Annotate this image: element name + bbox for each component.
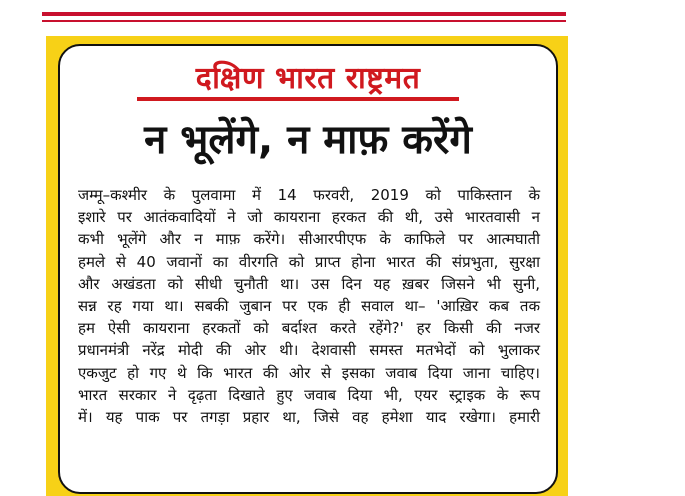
top-red-rule [42, 12, 566, 16]
body-line: कभी भूलेंगे और न माफ़ करेंगे। सीआरपीएफ के काफिले पर आत्मघाती [78, 230, 540, 249]
body-line: प्रधानमंत्री नरेंद्र मोदी की ओर थी। देशवासी समस्त मतभेदों को भुलाकर [78, 341, 540, 360]
body-line: जम्मू–कश्मीर के पुलवामा में 14 फरवरी, 2019 को पाकिस्तान के [78, 186, 540, 204]
headline: न भूलेंगे, न माफ़ करेंगे [144, 117, 472, 163]
article-card [58, 44, 558, 494]
body-line: हम ऐसी कायराना हरकतों को बर्दाश्त करते रहेंगे?' हर किसी की नजर [78, 319, 540, 338]
masthead-title: दक्षिण भारत राष्ट्रमत [195, 61, 421, 96]
body-line: और अखंडता को सीधी चुनौती था। उस दिन यह ख़बर जिसने भी सुनी, [78, 274, 540, 293]
body-line: सन्न रह गया था। सबकी जुबान पर एक ही सवाल था– 'आख़िर कब तक [78, 297, 540, 316]
body-line: में। यह पाक पर तगड़ा प्रहार था, जिसे वह हमेशा याद रखेगा। हमारी [78, 408, 540, 427]
body-line: हमले से 40 जवानों का वीरगति को प्राप्त होना भारत की संप्रभुता, सुरक्षा [78, 252, 540, 271]
top-red-rule-thin [42, 20, 566, 22]
body-line: एकजुट हो गए थे कि भारत की ओर से इसका जवाब दिया जाना चाहिए। [78, 363, 540, 382]
article-body [78, 184, 540, 428]
body-line: भारत सरकार ने दृढ़ता दिखाते हुए जवाब दिया भी, एयर स्ट्राइक के रूप [78, 385, 540, 404]
masthead-underline [137, 97, 459, 101]
body-line: इशारे पर आतंकवादियों ने जो कायराना हरकत की थी, उसे भारतवासी न [78, 208, 540, 227]
